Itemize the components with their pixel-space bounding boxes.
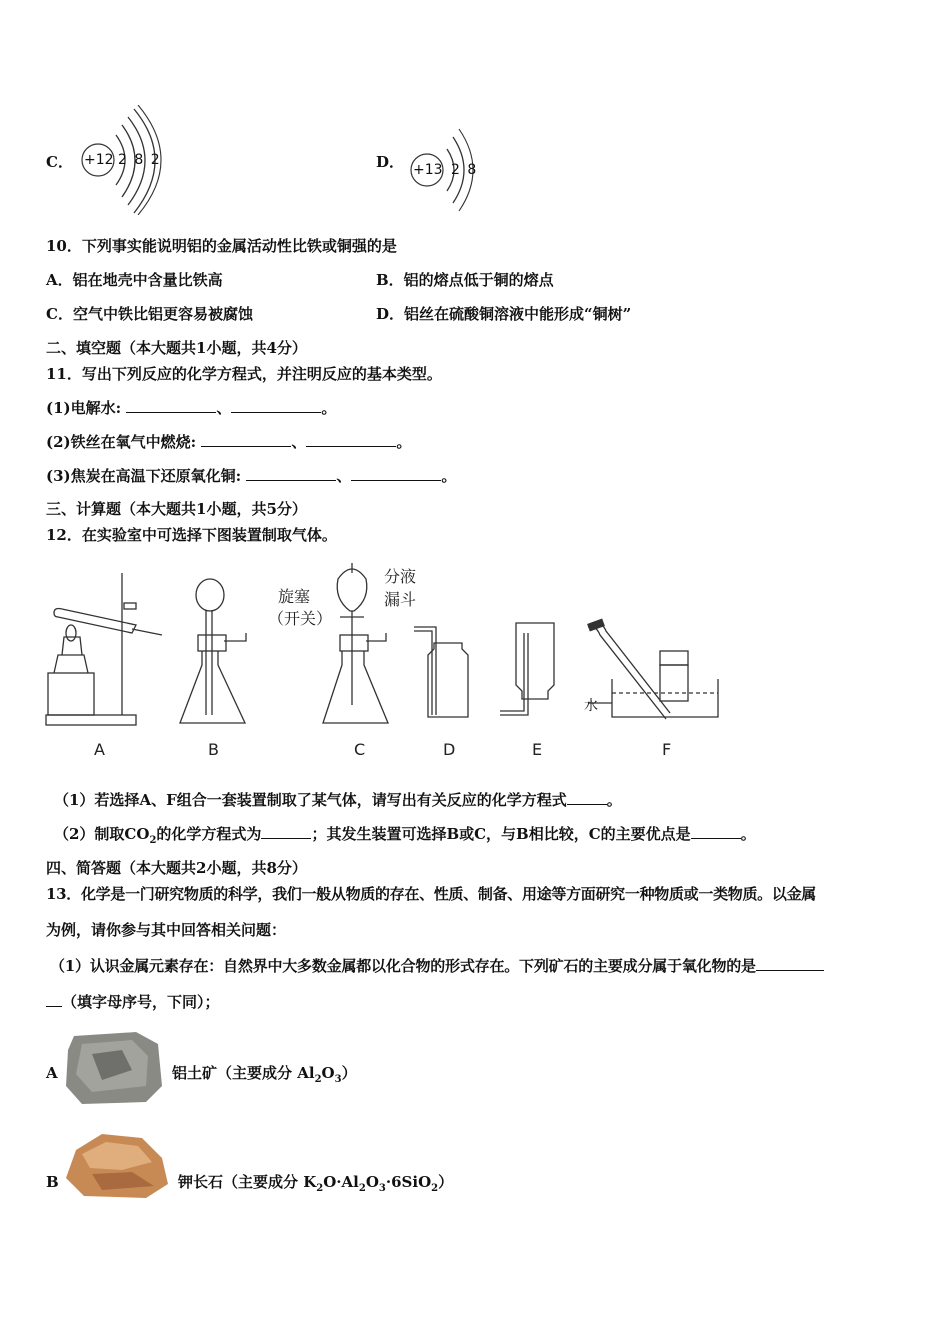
ore-b-letter: B bbox=[46, 1173, 59, 1191]
apparatus-c bbox=[323, 563, 388, 723]
label-water: 水 bbox=[584, 698, 598, 714]
apparatus-b bbox=[180, 579, 246, 723]
section-3-heading: 三、计算题（本大题共1小题，共5分） bbox=[46, 500, 307, 518]
q13-stem-1: 13．化学是一门研究物质的科学，我们一般从物质的存在、性质、制备、用途等方面研究一种物质或一类物质。以金属 bbox=[46, 885, 816, 903]
apparatus-label-d: D bbox=[443, 740, 456, 759]
period: 。 bbox=[321, 399, 337, 417]
q11-p3-label: (3)焦炭在高温下还原氧化铜: bbox=[46, 467, 242, 485]
answer-blank[interactable] bbox=[231, 398, 321, 413]
ore-a-letter: A bbox=[46, 1064, 58, 1082]
answer-blank[interactable] bbox=[261, 824, 311, 839]
period: 。 bbox=[606, 791, 622, 809]
q13-sub-1 bbox=[50, 956, 824, 976]
apparatus-a bbox=[46, 573, 162, 725]
q11-part-1 bbox=[46, 398, 336, 418]
period: 。 bbox=[740, 825, 756, 843]
q12-sub-2 bbox=[54, 824, 756, 851]
q12-sub-1 bbox=[54, 790, 622, 810]
q10-option-b: B．铝的熔点低于铜的熔点 bbox=[376, 271, 554, 289]
ore-b-name: 钾长石（主要成分 K bbox=[178, 1173, 317, 1191]
q12-s2-text: 的化学方程式为 bbox=[156, 825, 262, 843]
subscript: 2 bbox=[149, 835, 157, 846]
subscript: 3 bbox=[378, 1183, 386, 1194]
atom-c-shells: 2 8 2 bbox=[118, 152, 160, 168]
subscript: 2 bbox=[316, 1183, 324, 1194]
apparatus-d bbox=[414, 627, 468, 717]
apparatus-label-f: F bbox=[662, 740, 672, 759]
q12-s2-text: （2）制取CO bbox=[54, 825, 150, 843]
answer-blank[interactable] bbox=[756, 956, 824, 971]
label-stopcock: 旋塞 bbox=[278, 587, 311, 606]
answer-blank[interactable] bbox=[306, 432, 396, 447]
q11-p2-label: (2)铁丝在氧气中燃烧: bbox=[46, 433, 197, 451]
q12-s2-text: ；其发生装置可选择B或C，与B相比较，C的主要优点是 bbox=[311, 825, 691, 843]
q13-s1-text: （1）认识金属元素存在：自然界中大多数金属都以化合物的形式存在。下列矿石的主要成分属于氧化物的是 bbox=[50, 957, 756, 975]
separator: 、 bbox=[336, 467, 352, 485]
q12-s1-text: （1）若选择A、F组合一套装置制取了某气体，请写出有关反应的化学方程式 bbox=[54, 791, 567, 809]
q11-part-2 bbox=[46, 432, 411, 452]
potash-feldspar-image bbox=[62, 1130, 172, 1202]
separator: 、 bbox=[291, 433, 307, 451]
q10-option-d: D．铝丝在硫酸铜溶液中能形成“铜树” bbox=[376, 305, 632, 323]
subscript: 3 bbox=[334, 1074, 342, 1085]
atom-d-nucleus: +13 bbox=[413, 162, 443, 178]
subscript: 2 bbox=[431, 1183, 439, 1194]
bauxite-image bbox=[62, 1030, 166, 1106]
label-funnel-1: 分液 bbox=[384, 567, 417, 586]
section-2-heading: 二、填空题（本大题共1小题，共4分） bbox=[46, 339, 307, 357]
formula-part: O bbox=[365, 1173, 379, 1191]
answer-blank[interactable] bbox=[46, 992, 62, 1007]
apparatus-e bbox=[500, 623, 554, 715]
answer-blank[interactable] bbox=[246, 466, 336, 481]
apparatus-label-a: A bbox=[94, 740, 105, 759]
q11-part-3 bbox=[46, 466, 456, 486]
q13-sub-1-cont bbox=[46, 992, 220, 1012]
answer-blank[interactable] bbox=[201, 432, 291, 447]
label-funnel-2: 漏斗 bbox=[384, 590, 417, 609]
bracket: ） bbox=[438, 1173, 454, 1191]
label-switch: （开关） bbox=[268, 609, 333, 628]
q10-option-c: C．空气中铁比铝更容易被腐蚀 bbox=[46, 305, 253, 323]
q11-p1-label: (1)电解水: bbox=[46, 399, 122, 417]
ore-b-text bbox=[178, 1172, 453, 1199]
answer-blank[interactable] bbox=[126, 398, 216, 413]
q11-stem: 11．写出下列反应的化学方程式，并注明反应的基本类型。 bbox=[46, 365, 442, 383]
formula-part: O·Al bbox=[323, 1173, 359, 1191]
apparatus-label-b: B bbox=[208, 740, 219, 759]
apparatus-label-e: E bbox=[532, 740, 543, 759]
formula-part: O bbox=[321, 1064, 335, 1082]
answer-blank[interactable] bbox=[351, 466, 441, 481]
period: 。 bbox=[441, 467, 457, 485]
bracket: ） bbox=[341, 1064, 357, 1082]
subscript: 2 bbox=[358, 1183, 366, 1194]
answer-blank[interactable] bbox=[691, 824, 741, 839]
section-4-heading: 四、简答题（本大题共2小题，共8分） bbox=[46, 859, 307, 877]
formula-part: ·6SiO bbox=[385, 1173, 432, 1191]
subscript: 2 bbox=[314, 1074, 322, 1085]
q12-stem: 12．在实验室中可选择下图装置制取气体。 bbox=[46, 526, 337, 544]
apparatus-label-c: C bbox=[354, 740, 366, 759]
option-c-label: C． bbox=[46, 153, 73, 171]
atom-c-nucleus: +12 bbox=[84, 152, 114, 168]
apparatus-f bbox=[588, 623, 718, 719]
option-d-label: D． bbox=[376, 153, 405, 171]
ore-a-name: 铝土矿（主要成分 Al bbox=[172, 1064, 315, 1082]
ore-a-text bbox=[172, 1063, 357, 1090]
atom-d-shells: 2 8 bbox=[451, 162, 477, 178]
q10-stem: 10．下列事实能说明铝的金属活动性比铁或铜强的是 bbox=[46, 237, 397, 255]
answer-blank[interactable] bbox=[567, 790, 607, 805]
q13-s1-cont-text: （填字母序号，下同）； bbox=[62, 993, 220, 1011]
q10-option-a: A．铝在地壳中含量比铁高 bbox=[46, 271, 223, 289]
period: 。 bbox=[396, 433, 412, 451]
separator: 、 bbox=[216, 399, 232, 417]
q13-stem-2: 为例，请你参与其中回答相关问题： bbox=[46, 921, 287, 939]
